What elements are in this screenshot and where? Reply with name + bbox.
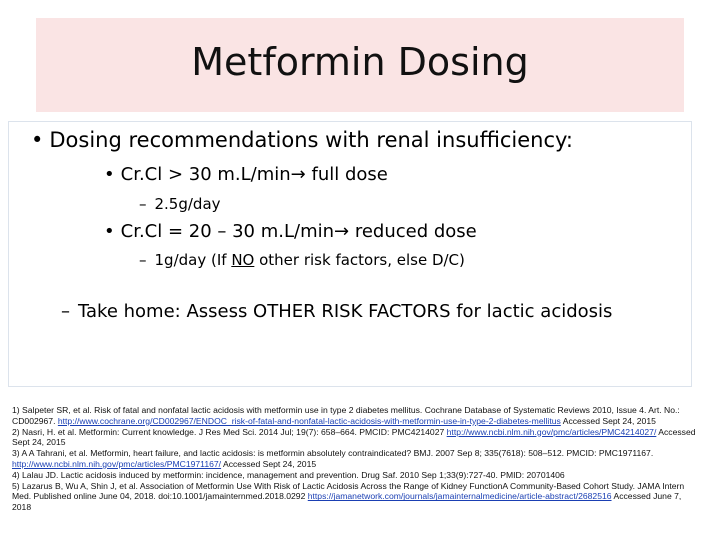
content-box <box>8 121 692 387</box>
crcl-mid-sub-text-a: 1g/day (If <box>154 251 232 269</box>
take-home <box>61 301 612 322</box>
dash-icon: – <box>61 301 70 322</box>
references <box>12 405 702 513</box>
reference-item <box>12 405 702 427</box>
dash-icon: – <box>139 195 147 213</box>
crcl-mid-sub-no: NO <box>231 251 255 269</box>
main-bullet-text: Dosing recommendations with renal insufficiency: <box>49 128 574 152</box>
reference-accessed: Accessed June 7, 2018 <box>12 491 682 513</box>
reference-link[interactable]: https://jamanetwork.com/journals/jamainternalmedicine/article-abstract/2682516 <box>307 491 612 502</box>
reference-accessed: Accessed Sept 24, 2015 <box>560 415 656 426</box>
bullet-icon: • <box>31 128 44 152</box>
crcl-high-text: Cr.Cl > 30 m.L/min→ full dose <box>120 164 388 185</box>
slide-title: Metformin Dosing <box>191 40 529 84</box>
bullet-icon: • <box>104 164 115 185</box>
reference-accessed: Accessed Sept 24, 2015 <box>12 426 696 448</box>
reference-text: 2) Nasri, H. et al. Metformin: Current knowledge. J Res Med Sci. 2014 Jul; 19(7): 658–664. PMCID: PMC4214027 <box>12 426 447 437</box>
crcl-high-bullet <box>104 164 388 185</box>
main-bullet <box>31 128 573 152</box>
crcl-high-sub <box>139 195 221 213</box>
reference-link[interactable]: http://www.cochrane.org/CD002967/ENDOC_risk-of-fatal-and-nonfatal-lactic-acidosis-with-metformin-use-in-type-2-diabetes-mellitus <box>57 415 561 426</box>
crcl-high-sub-text: 2.5g/day <box>154 195 221 213</box>
crcl-mid-text: Cr.Cl = 20 – 30 m.L/min→ reduced dose <box>120 221 477 242</box>
reference-item <box>12 427 702 449</box>
reference-item <box>12 448 702 470</box>
reference-text: 5) Lazarus B, Wu A, Shin J, et al. Association of Metformin Use With Risk of Lactic Acidosis Across the Range of Kidney FunctionA Community-Based Cohort Study. JAMA Intern Med. Published online June 04, 2018. doi:10.1001/jamainternmed.2018.0292 <box>12 480 685 502</box>
reference-link[interactable]: http://www.ncbi.nlm.nih.gov/pmc/articles/PMC1971167/ <box>12 458 222 469</box>
reference-item <box>12 470 702 481</box>
reference-text: 1) Salpeter SR, et al. Risk of fatal and nonfatal lactic acidosis with metformin use in type 2 diabetes mellitus. Cochrane Database of Systematic Reviews 2010, Issue 4. Art. No.: CD002967. <box>12 405 680 426</box>
reference-text: 3) A A Tahrani, et al. Metformin, heart failure, and lactic acidosis: is metformin absolutely contraindicated? BMJ. 2007 Sep 8; 335(7618): 508–512. PMCID: PMC1971167. <box>12 448 654 459</box>
take-home-text: Take home: Assess OTHER RISK FACTORS for lactic acidosis <box>78 301 613 322</box>
bullet-icon: • <box>104 221 115 242</box>
reference-text: 4) Lalau JD. Lactic acidosis induced by metformin: incidence, management and prevention. Drug Saf. 2010 Sep 1;33(9):727-40. PMID: 20701406 <box>12 469 565 480</box>
crcl-mid-sub <box>139 251 465 269</box>
reference-item <box>12 481 702 513</box>
reference-link[interactable]: http://www.ncbi.nlm.nih.gov/pmc/articles/PMC4214027/ <box>446 426 657 437</box>
crcl-mid-sub-text-b: other risk factors, else D/C) <box>254 251 465 269</box>
reference-accessed: Accessed Sept 24, 2015 <box>221 458 317 469</box>
dash-icon: – <box>139 251 147 269</box>
title-banner <box>36 18 684 112</box>
crcl-mid-bullet <box>104 221 477 242</box>
